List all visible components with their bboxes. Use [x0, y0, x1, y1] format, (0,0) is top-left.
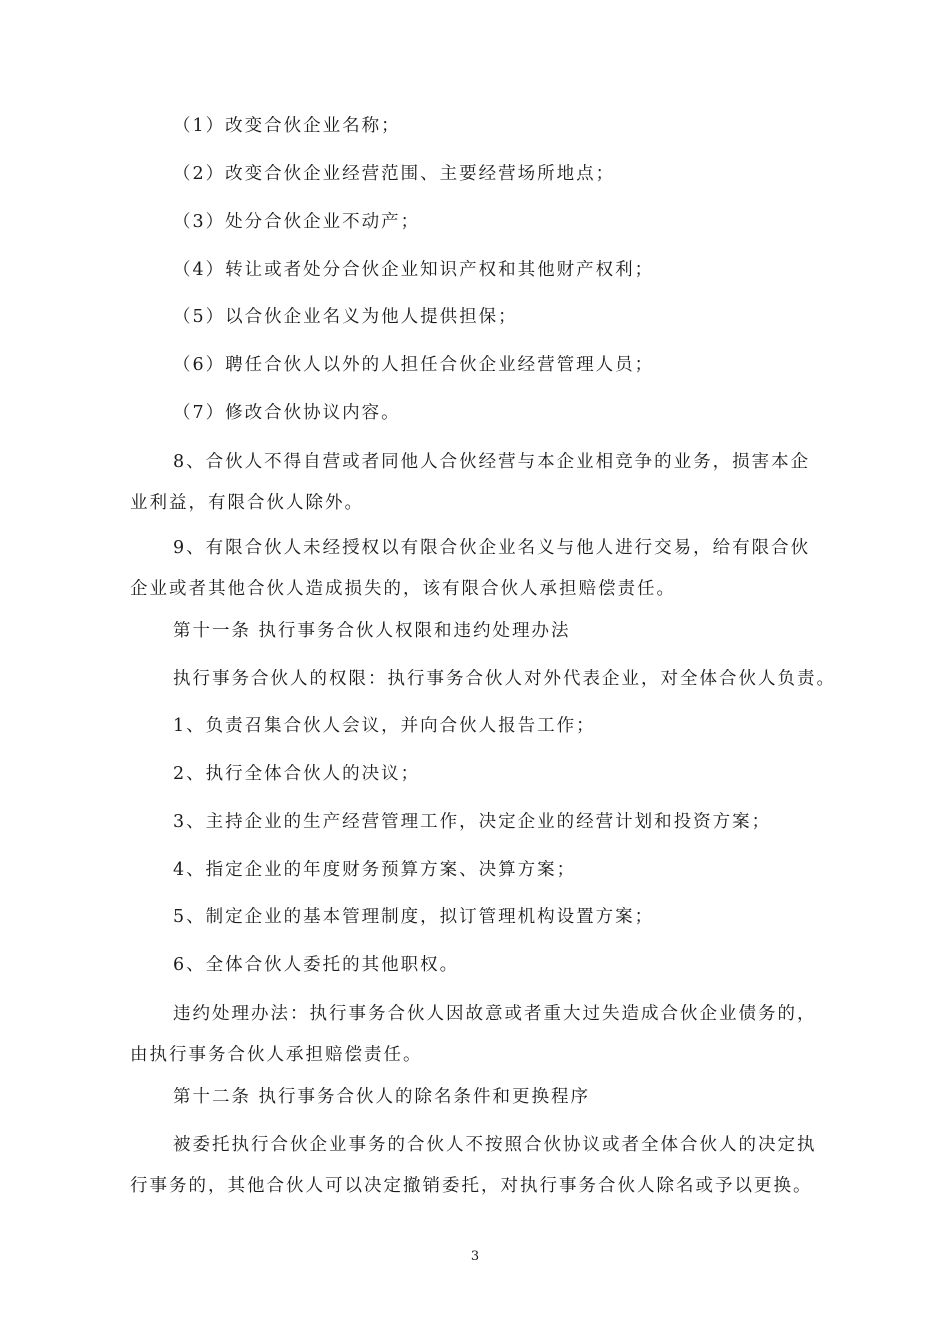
list-item: 6、全体合伙人委托的其他职权。	[173, 955, 460, 975]
article-11-breach-paragraph: 违约处理办法：执行事务合伙人因故意或者重大过失造成合伙企业债务的，由执行事务合伙人承担赔偿责任。	[130, 1004, 817, 1065]
list-item: 1、负责召集合伙人会议，并向合伙人报告工作；	[173, 716, 596, 736]
article-12-heading: 第十二条 执行事务合伙人的除名条件和更换程序	[173, 1087, 591, 1107]
list-item: 5、制定企业的基本管理制度，拟订管理机构设置方案；	[173, 907, 655, 927]
clause-9-paragraph: 9、有限合伙人未经授权以有限合伙企业名义与他人进行交易，给有限合伙企业或者其他合伙人造成损失的，该有限合伙人承担赔偿责任。	[130, 538, 811, 599]
list-item: （3）处分合伙企业不动产；	[173, 212, 421, 232]
list-item: 4、指定企业的年度财务预算方案、决算方案；	[173, 860, 577, 880]
clause-8-paragraph: 8、合伙人不得自营或者同他人合伙经营与本企业相竞争的业务，损害本企业利益，有限合伙人除外。	[130, 452, 811, 513]
page-number: 3	[470, 1249, 480, 1264]
list-item: 2、执行全体合伙人的决议；	[173, 764, 421, 784]
list-item: （7）修改合伙协议内容。	[173, 403, 401, 423]
article-11-heading: 第十一条 执行事务合伙人权限和违约处理办法	[173, 621, 571, 641]
list-item: （5）以合伙企业名义为他人提供担保；	[173, 307, 518, 327]
list-item: （4）转让或者处分合伙企业知识产权和其他财产权利；	[173, 260, 655, 280]
list-item: （2）改变合伙企业经营范围、主要经营场所地点；	[173, 164, 616, 184]
article-12-body: 被委托执行合伙企业事务的合伙人不按照合伙协议或者全体合伙人的决定执行事务的，其他合伙人可以决定撤销委托，对执行事务合伙人除名或予以更换。	[130, 1135, 817, 1196]
article-11-intro: 执行事务合伙人的权限：执行事务合伙人对外代表企业，对全体合伙人负责。	[173, 669, 836, 689]
list-item: （1）改变合伙企业名称；	[173, 116, 401, 136]
list-item: 3、主持企业的生产经营管理工作，决定企业的经营计划和投资方案；	[173, 812, 772, 832]
list-item: （6）聘任合伙人以外的人担任合伙企业经营管理人员；	[173, 355, 655, 375]
